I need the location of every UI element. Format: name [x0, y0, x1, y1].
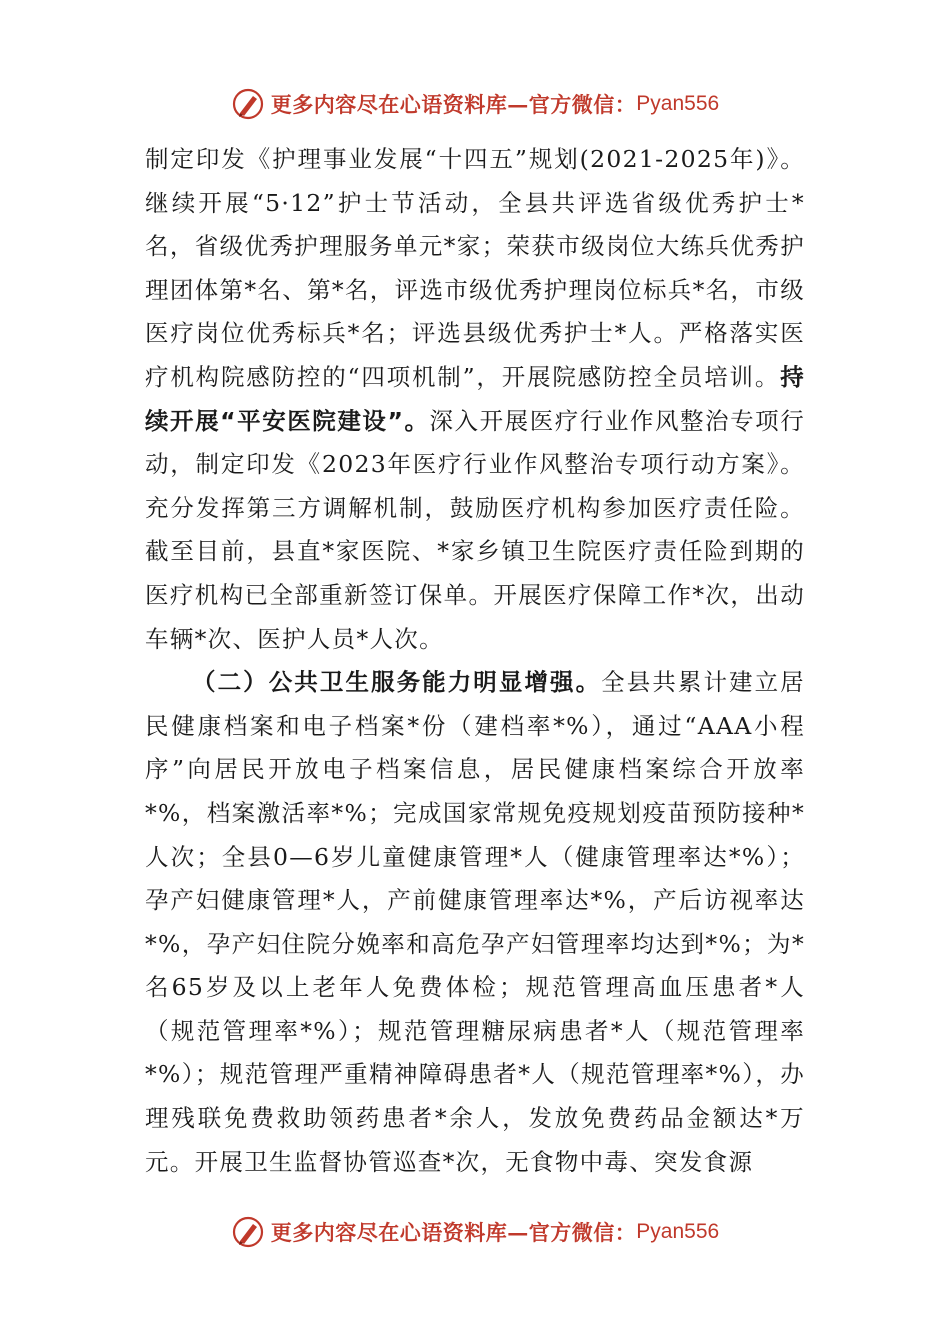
paragraph-1-text-a: 制定印发《护理事业发展“十四五”规划(2021-2025年)》。继续开展“5·12”护士节活动，全县共评选省级优秀护士*名，省级优秀护理服务单元*家；荣获市级岗位大练兵优秀护理团体第*名、第*名，评选市级优秀护理岗位标兵*名，市级医疗岗位优秀标兵*名；评选县级优秀护士*人。严格落实医疗机构院感防控的“四项机制”，开展院感防控全员培训。 — [145, 145, 805, 391]
header-watermark-banner — [0, 82, 950, 126]
paragraph-2-text: 全县共累计建立居民健康档案和电子档案*份（建档率*%），通过“AAA小程序”向居民开放电子档案信息，居民健康档案综合开放率*%，档案激活率*%；完成国家常规免疫规划疫苗预防接种*人次；全县0—6岁儿童健康管理*人（健康管理率达*%）；孕产妇健康管理*人，产前健康管理率达*%，产后访视率达*%，孕产妇住院分娩率和高危孕产妇管理率均达到*%；为*名65岁及以上老年人免费体检；规范管理高血压患者*人（规范管理率*%）；规范管理糖尿病患者*人（规范管理率*%）；规范管理严重精神障碍患者*人（规范管理率*%），办理残联免费救助领药患者*余人，发放免费药品金额达*万元。开展卫生监督协管巡查*次，无食物中毒、突发食源 — [145, 668, 805, 1176]
paragraph-1-bold-phrase: 持续开展“平安医院建设”。 — [145, 362, 805, 435]
pen-logo-icon — [231, 1215, 265, 1249]
document-body — [145, 138, 805, 1184]
banner-text: 更多内容尽在心语资料库—官方微信： — [270, 92, 637, 117]
section-heading-2: （二）公共卫生服务能力明显增强。 — [192, 668, 602, 697]
banner-text: 更多内容尽在心语资料库—官方微信： — [270, 1220, 637, 1245]
paragraph-1 — [145, 138, 805, 661]
paragraph-1-text-b: 深入开展医疗行业作风整治专项行动，制定印发《2023年医疗行业作风整治专项行动方案》。充分发挥第三方调解机制，鼓励医疗机构参加医疗责任险。截至目前，县直*家医院、*家乡镇卫生院医疗责任险到期的医疗机构已全部重新签订保单。开展医疗保障工作*次，出动车辆*次、医护人员*人次。 — [145, 406, 805, 653]
banner-wechat-id: Pyan556 — [636, 1220, 720, 1243]
footer-watermark-banner — [0, 1210, 950, 1254]
pen-logo-icon — [231, 87, 265, 121]
paragraph-2 — [145, 661, 805, 1184]
banner-wechat-id: Pyan556 — [636, 92, 720, 115]
